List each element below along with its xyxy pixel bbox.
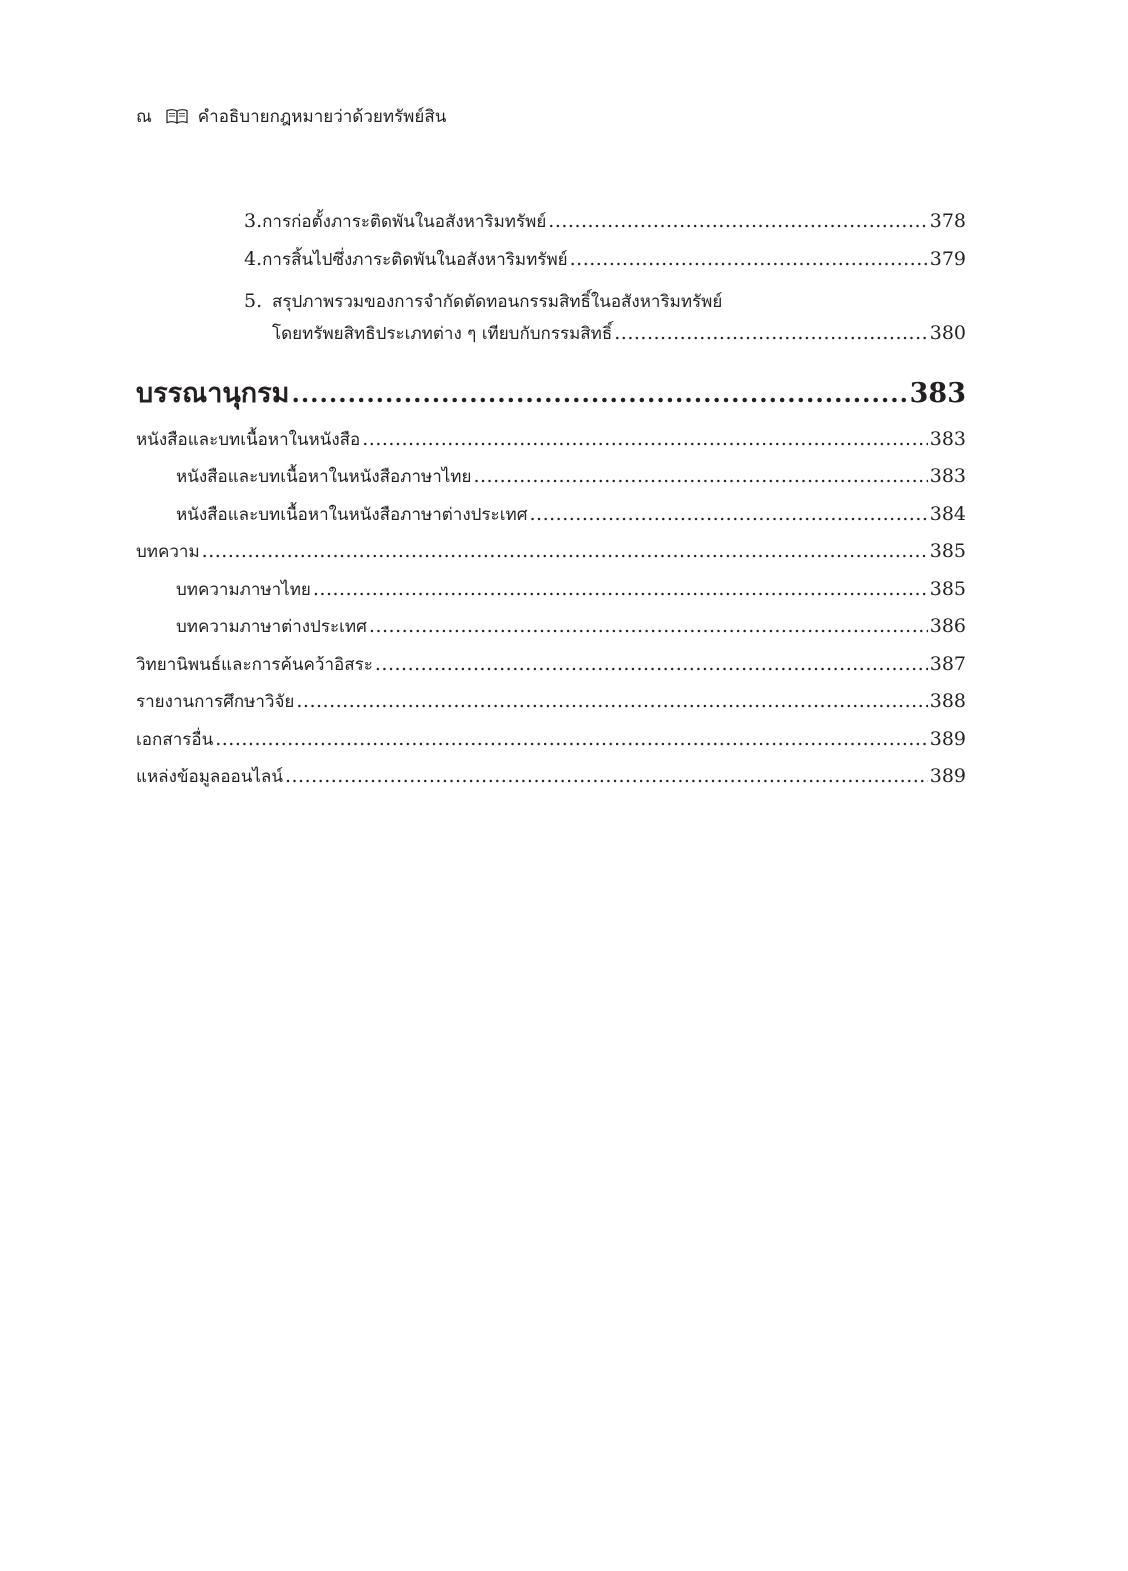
bibliography-page: 383 — [909, 378, 966, 409]
dot-leader — [570, 250, 928, 269]
bibliography-entry[interactable] — [136, 692, 966, 711]
entry-page: 389 — [929, 728, 966, 750]
bibliography-title: บรรณานุกรม — [136, 378, 290, 409]
entry-page: 387 — [929, 653, 966, 675]
bibliography-entry[interactable] — [136, 542, 966, 561]
dot-leader — [548, 212, 927, 231]
toc-entry-number: 5. — [244, 290, 263, 312]
toc-entry-label: การสิ้นไปซึ่งภาระติดพันในอสังหาริมทรัพย์ — [262, 250, 568, 270]
entry-label: แหล่งข้อมูลออนไลน์ — [136, 767, 283, 787]
entry-page: 389 — [929, 765, 966, 787]
entry-page: 383 — [929, 428, 966, 450]
entry-page: 385 — [929, 578, 966, 600]
toc-entry[interactable] — [244, 250, 966, 269]
entry-label: หนังสือและบทเนื้อหาในหนังสือภาษาต่างประเทศ — [176, 505, 528, 525]
bibliography-entry[interactable] — [136, 655, 966, 674]
entry-label: บทความภาษาไทย — [176, 580, 311, 600]
bibliography-heading[interactable] — [136, 380, 966, 407]
toc-entry-number: 4. — [244, 248, 263, 270]
toc-entry[interactable] — [244, 212, 966, 231]
entry-page: 386 — [929, 615, 966, 637]
dot-leader — [285, 767, 928, 786]
entry-label: หนังสือและบทเนื้อหาในหนังสือ — [136, 430, 361, 450]
bibliography-subentry[interactable] — [176, 617, 966, 636]
open-book-icon — [166, 108, 188, 124]
dot-leader — [313, 580, 928, 599]
toc-entry-page: 379 — [929, 248, 966, 270]
entry-page: 383 — [929, 465, 966, 487]
dot-leader — [369, 617, 928, 636]
toc-entry-first-line[interactable] — [244, 288, 722, 315]
dot-leader — [530, 505, 928, 524]
toc-entry-label: สรุปภาพรวมของการจำกัดตัดทอนกรรมสิทธิ์ในอสังหาริมทรัพย์ — [272, 292, 723, 312]
page-number-label: ณ — [136, 106, 152, 127]
dot-leader — [375, 655, 928, 674]
entry-label: บทความ — [136, 542, 200, 562]
bibliography-entry[interactable] — [136, 430, 966, 449]
toc-entry-page: 380 — [929, 322, 966, 344]
bibliography-subentry[interactable] — [176, 467, 966, 486]
entry-label: เอกสารอื่น — [136, 730, 214, 750]
entry-page: 388 — [929, 690, 966, 712]
dot-leader — [614, 324, 927, 343]
dot-leader — [215, 730, 928, 749]
entry-page: 385 — [929, 540, 966, 562]
dot-leader — [296, 692, 927, 711]
entry-label: บทความภาษาต่างประเทศ — [176, 617, 367, 637]
entry-label: รายงานการศึกษาวิจัย — [136, 692, 295, 712]
bibliography-entry[interactable] — [136, 730, 966, 749]
entry-label: หนังสือและบทเนื้อหาในหนังสือภาษาไทย — [176, 467, 472, 487]
toc-entry-continuation[interactable] — [272, 324, 966, 343]
bibliography-entry[interactable] — [136, 767, 966, 786]
dot-leader — [362, 430, 927, 449]
entry-page: 384 — [929, 503, 966, 525]
toc-entry-page: 378 — [929, 210, 966, 232]
bibliography-subentry[interactable] — [176, 505, 966, 524]
toc-entry-label: การก่อตั้งภาระติดพันในอสังหาริมทรัพย์ — [262, 212, 547, 232]
running-header — [136, 103, 446, 129]
toc-entry-number: 3. — [244, 210, 263, 232]
dot-leader — [291, 382, 907, 406]
dot-leader — [473, 467, 927, 486]
toc-entry-label-continued: โดยทรัพยสิทธิประเภทต่าง ๆ เทียบกับกรรมสิทธิ์ — [272, 324, 613, 344]
entry-label: วิทยานิพนธ์และการค้นคว้าอิสระ — [136, 655, 373, 675]
bibliography-subentry[interactable] — [176, 580, 966, 599]
dot-leader — [202, 542, 928, 561]
book-title: คำอธิบายกฎหมายว่าด้วยทรัพย์สิน — [197, 106, 447, 127]
